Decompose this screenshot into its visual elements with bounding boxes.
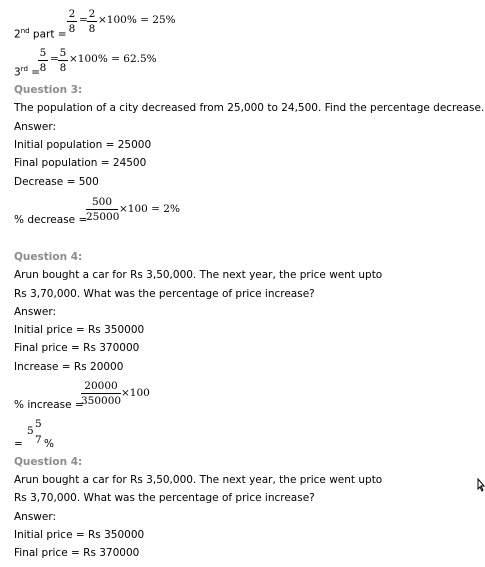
equals-sign: =	[14, 438, 23, 450]
formula-result: ×100	[121, 387, 150, 399]
question-text: Arun bought a car for Rs 3,50,000. The next year, the price went upto	[14, 269, 383, 281]
question-text: Rs 3,70,000. What was the percentage of price increase?	[14, 492, 315, 504]
solution-line: Final price = Rs 370000	[14, 342, 140, 354]
mixed-denominator: 7	[35, 434, 42, 446]
fraction	[87, 8, 97, 35]
question-text: The population of a city decreased from 25,000 to 24,500. Find the percentage decrease.	[14, 102, 485, 114]
fraction	[58, 47, 68, 74]
numerator: 5	[59, 47, 67, 59]
numerator: 2	[88, 8, 96, 20]
denominator: 25000	[86, 211, 120, 223]
percent-unit: %	[44, 438, 54, 450]
answer-label: Answer:	[14, 121, 57, 133]
solution-line: Final population = 24500	[14, 157, 147, 169]
mixed-whole: 5	[27, 425, 34, 437]
denominator: 8	[39, 62, 47, 74]
question-heading: Question 4:	[14, 251, 83, 263]
fraction	[81, 380, 121, 407]
question-text: Rs 3,70,000. What was the percentage of price increase?	[14, 288, 315, 300]
denominator: 8	[88, 23, 96, 35]
numerator: 500	[91, 196, 113, 208]
percent-label: % increase =	[14, 399, 84, 411]
fraction	[67, 8, 77, 35]
question-text: Arun bought a car for Rs 3,50,000. The next year, the price went upto	[14, 474, 383, 486]
mixed-numerator: 5	[35, 418, 42, 430]
solution-line: Initial price = Rs 350000	[14, 324, 145, 336]
equals-sign: =	[79, 14, 88, 26]
question-heading: Question 4:	[14, 456, 83, 468]
solution-line: Increase = Rs 20000	[14, 361, 124, 373]
numerator: 20000	[84, 380, 118, 392]
formula-result: ×100 = 2%	[119, 203, 180, 215]
part-label: 2nd part =	[14, 27, 67, 41]
numerator: 2	[68, 8, 76, 20]
answer-label: Answer:	[14, 511, 57, 523]
part-label: 3rd =	[14, 65, 41, 79]
denominator: 350000	[81, 395, 122, 407]
equals-sign: =	[50, 53, 59, 65]
solution-line: Initial price = Rs 350000	[14, 529, 145, 541]
mouse-cursor-icon	[477, 478, 485, 492]
question-heading: Question 3:	[14, 84, 83, 96]
solution-line: Initial population = 25000	[14, 139, 152, 151]
answer-label: Answer:	[14, 306, 57, 318]
formula-result: ×100% = 62.5%	[69, 53, 157, 65]
formula-result: ×100% = 25%	[98, 14, 176, 26]
numerator: 5	[39, 47, 47, 59]
denominator: 8	[68, 23, 76, 35]
denominator: 8	[59, 62, 67, 74]
solution-line: Decrease = 500	[14, 176, 99, 188]
solution-line: Final price = Rs 370000	[14, 547, 140, 559]
percent-label: % decrease =	[14, 214, 88, 226]
fraction	[86, 196, 118, 223]
